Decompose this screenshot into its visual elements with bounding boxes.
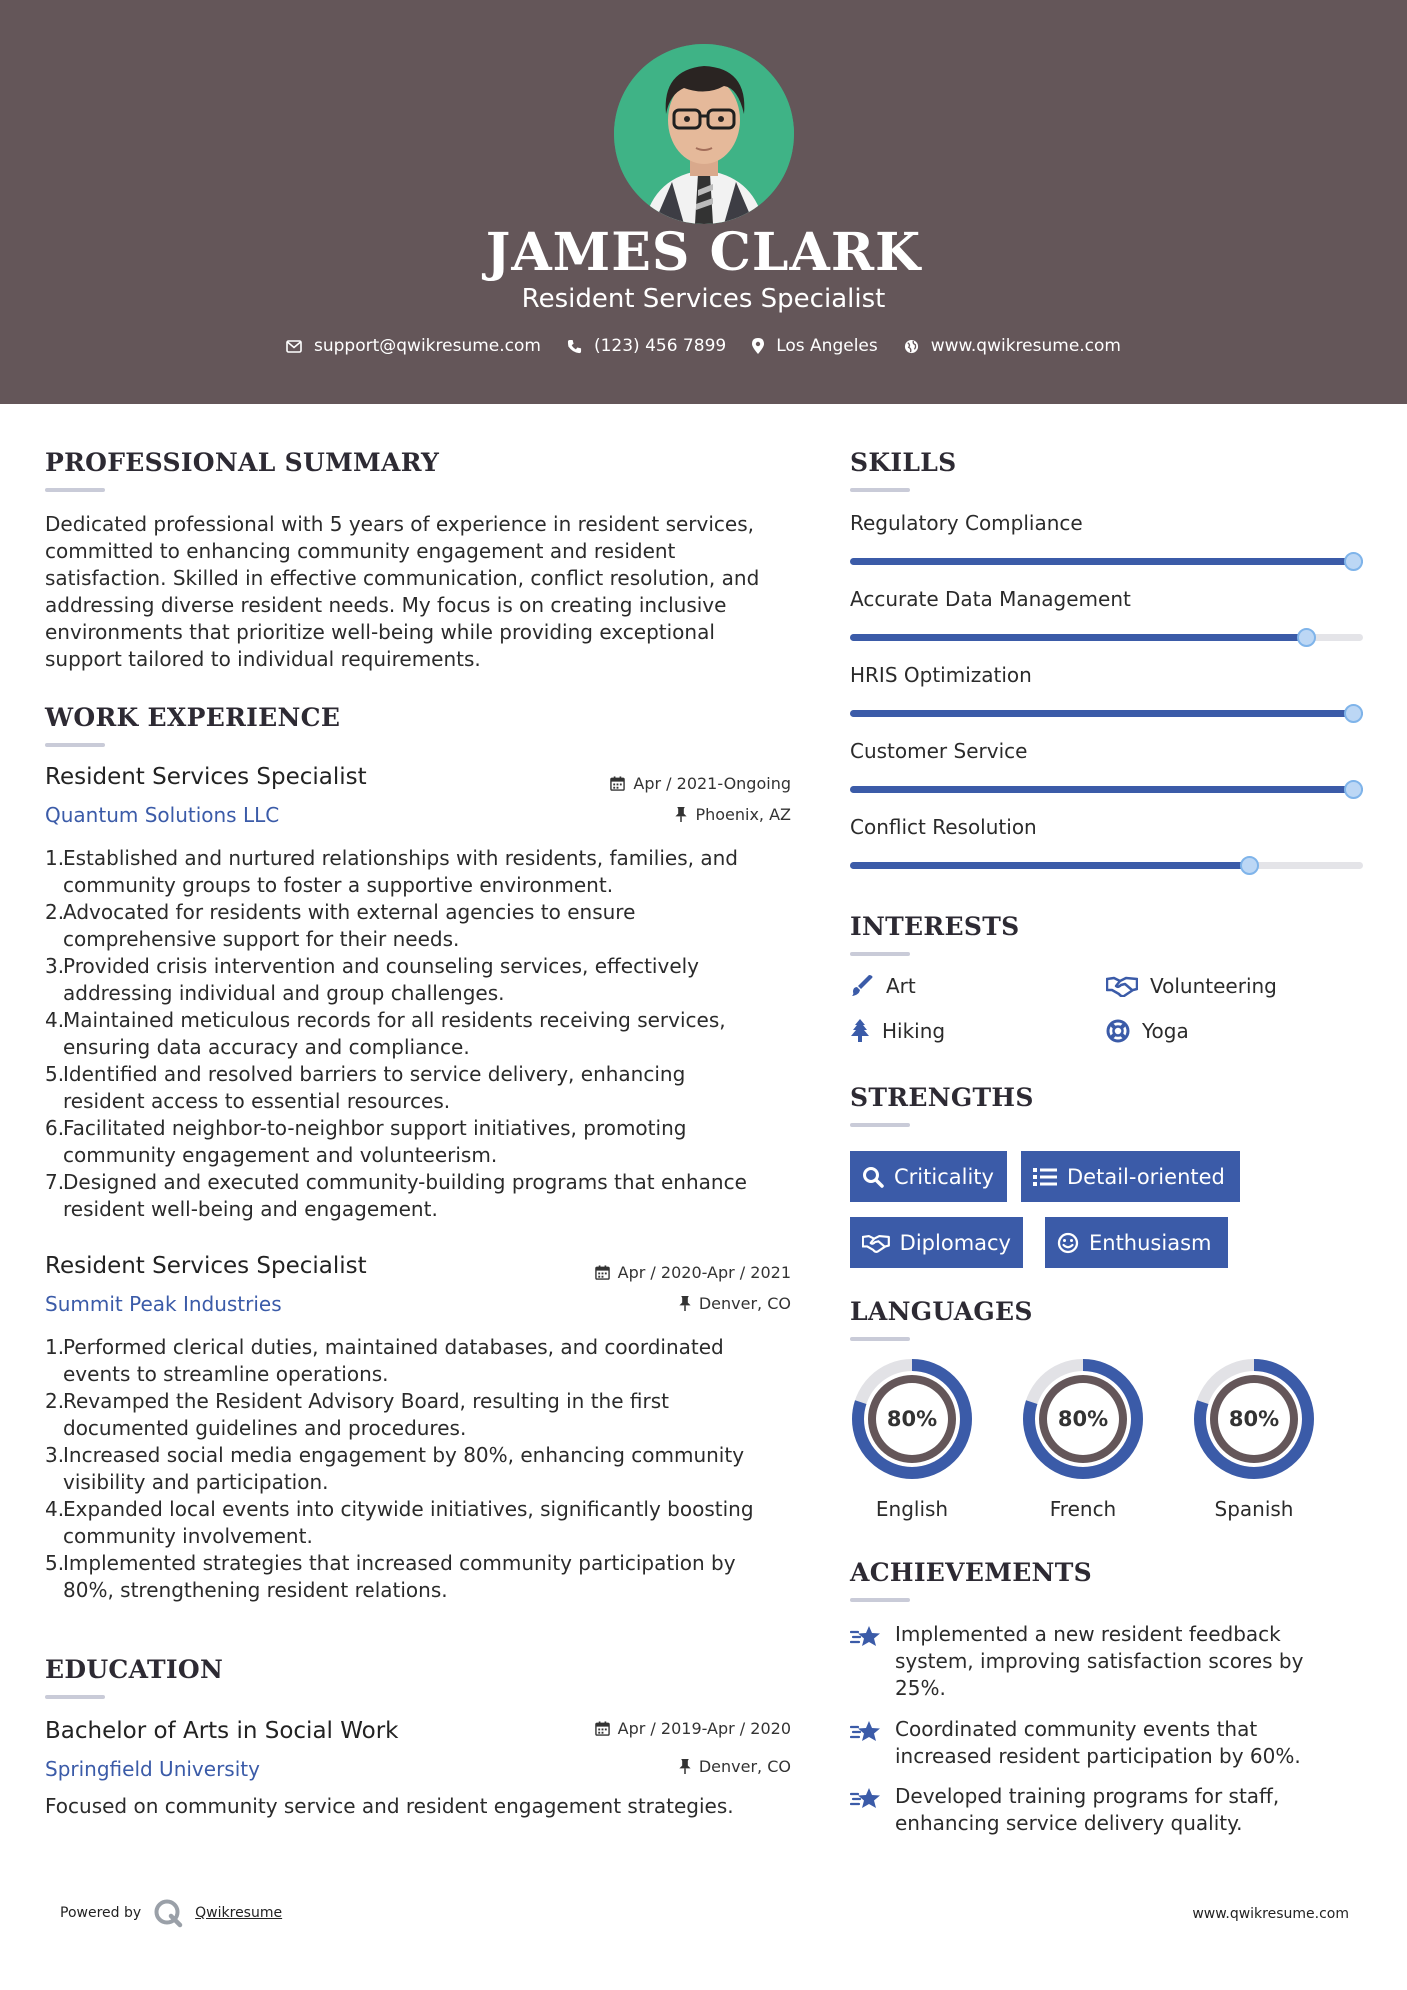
- achievement-line: Implemented a new resident feedback: [895, 1622, 1281, 1646]
- job-location-text: Denver, CO: [698, 1294, 791, 1313]
- duty-item: 4. Expanded local events into citywide initiatives, significantly boosting community involvement.: [45, 1497, 754, 1548]
- summary-line: environments that prioritize well-being while providing exceptional: [45, 620, 715, 644]
- strength-tag: [1045, 1217, 1228, 1268]
- skill-bar-fill: [850, 786, 1363, 793]
- interest-yoga: [1106, 1019, 1189, 1043]
- summary-heading: PROFESSIONAL SUMMARY: [45, 448, 440, 477]
- pushpin-icon: [679, 1759, 691, 1774]
- paintbrush-icon: [850, 975, 874, 997]
- pushpin-icon: [679, 1296, 691, 1311]
- degree-title: Bachelor of Arts in Social Work: [45, 1718, 399, 1744]
- search-icon: [862, 1166, 884, 1188]
- language-item: [1021, 1357, 1145, 1521]
- footer-url[interactable]: www.qwikresume.com: [1192, 1906, 1349, 1922]
- language-ring: [1021, 1357, 1145, 1481]
- smile-icon: [1057, 1232, 1079, 1254]
- education-heading: EDUCATION: [45, 1655, 224, 1684]
- candidate-role: Resident Services Specialist: [521, 284, 886, 314]
- language-percent: 80%: [886, 1407, 938, 1431]
- summary-line: Dedicated professional with 5 years of experience in resident services,: [45, 512, 755, 536]
- job-duties: [45, 1334, 815, 1604]
- education-location-text: Denver, CO: [698, 1757, 791, 1776]
- summary-line: committed to enhancing community engagement and resident: [45, 539, 676, 563]
- pushpin-icon: [675, 807, 687, 822]
- skill-level-knob: [1297, 628, 1316, 647]
- interest-volunteering: [1106, 974, 1277, 998]
- strength-tag: [850, 1217, 1023, 1268]
- job-location-text: Phoenix, AZ: [695, 805, 791, 824]
- languages-underline: [850, 1337, 910, 1341]
- interests-underline: [850, 952, 910, 956]
- interests-heading: INTERESTS: [850, 912, 1020, 941]
- candidate-name: JAMES CLARK: [485, 222, 922, 283]
- job-title: Resident Services Specialist: [45, 1253, 367, 1279]
- phone-icon: [567, 339, 582, 354]
- summary-underline: [45, 488, 105, 492]
- job-location: [500, 1294, 791, 1313]
- star-icon: [850, 1719, 882, 1745]
- duty-item: 2. Advocated for residents with external agencies to ensure comprehensive support for their needs.: [45, 900, 636, 951]
- skill-bar-track: [850, 710, 1363, 717]
- interest-label: Yoga: [1142, 1019, 1189, 1043]
- lifering-icon: [1106, 1019, 1130, 1043]
- strengths-underline: [850, 1123, 910, 1127]
- strength-label: Enthusiasm: [1089, 1230, 1212, 1255]
- handshake-icon: [1106, 975, 1138, 997]
- duty-item: 5. Implemented strategies that increased community participation by 80%, strengthening resident relations.: [45, 1551, 736, 1602]
- skill-bar-fill: [850, 634, 1307, 641]
- skill-level-knob: [1240, 856, 1259, 875]
- language-item: [1192, 1357, 1316, 1521]
- achievements-heading: ACHIEVEMENTS: [850, 1558, 1092, 1587]
- language-name: French: [1049, 1497, 1117, 1521]
- tree-icon: [850, 1019, 870, 1043]
- interest-art: [850, 974, 916, 998]
- job-dates: [500, 774, 791, 793]
- summary-line: addressing diverse resident needs. My focus is on creating inclusive: [45, 593, 727, 617]
- job-company: Summit Peak Industries: [45, 1292, 282, 1316]
- skill-label: Conflict Resolution: [850, 815, 1037, 839]
- duty-item: 3. Increased social media engagement by 80%, enhancing community visibility and participation.: [45, 1443, 745, 1494]
- contact-email[interactable]: [286, 336, 541, 356]
- duty-item: 7. Designed and executed community-building programs that enhance resident well-being and engagement.: [45, 1170, 747, 1221]
- skill-bar-track: [850, 634, 1363, 641]
- summary-line: support tailored to individual requirements.: [45, 647, 481, 671]
- education-location: [500, 1757, 791, 1776]
- duty-item: 6. Facilitated neighbor-to-neighbor support initiatives, promoting community engagement and volunteerism.: [45, 1116, 687, 1167]
- email-text: support@qwikresume.com: [314, 336, 541, 356]
- interest-label: Art: [886, 974, 916, 998]
- education-dates-text: Apr / 2019-Apr / 2020: [617, 1719, 791, 1738]
- job-location: [500, 805, 791, 824]
- achievement-item: [895, 1716, 1345, 1770]
- job-dates-text: Apr / 2020-Apr / 2021: [617, 1263, 791, 1282]
- star-icon: [850, 1624, 882, 1650]
- job-dates: [500, 1263, 791, 1282]
- duty-item: 5. Identified and resolved barriers to service delivery, enhancing resident access to essential resources.: [45, 1062, 686, 1113]
- language-percent: 80%: [1057, 1407, 1109, 1431]
- contact-website[interactable]: [904, 336, 1121, 356]
- strength-tag: [850, 1151, 1007, 1202]
- skills-underline: [850, 488, 910, 492]
- language-ring: [850, 1357, 974, 1481]
- contact-bar: [0, 336, 1407, 356]
- strength-label: Diplomacy: [899, 1230, 1011, 1255]
- language-ring: [1192, 1357, 1316, 1481]
- location-text: Los Angeles: [776, 336, 878, 356]
- interest-hiking: [850, 1019, 945, 1043]
- duty-item: 1. Performed clerical duties, maintained databases, and coordinated events to streamline operations.: [45, 1335, 724, 1386]
- language-name: English: [875, 1497, 949, 1521]
- achievement-line: Developed training programs for staff,: [895, 1784, 1280, 1808]
- summary-line: satisfaction. Skilled in effective communication, conflict resolution, and: [45, 566, 760, 590]
- duty-item: 3. Provided crisis intervention and counseling services, effectively addressing individual and group challenges.: [45, 954, 700, 1005]
- school-name: Springfield University: [45, 1757, 260, 1781]
- strength-tag: [1021, 1151, 1240, 1202]
- duty-item: 4. Maintained meticulous records for all residents receiving services, ensuring data accuracy and compliance.: [45, 1008, 726, 1059]
- experience-underline: [45, 743, 105, 747]
- interest-label: Volunteering: [1150, 974, 1277, 998]
- skill-level-knob: [1344, 552, 1363, 571]
- achievement-item: [895, 1621, 1345, 1702]
- strength-label: Detail-oriented: [1067, 1164, 1225, 1189]
- skill-label: HRIS Optimization: [850, 663, 1032, 687]
- achievements-underline: [850, 1598, 910, 1602]
- calendar-icon: [595, 1265, 610, 1280]
- summary-text: [45, 511, 805, 673]
- calendar-icon: [610, 776, 625, 791]
- language-item: [850, 1357, 974, 1521]
- skills-heading: SKILLS: [850, 448, 957, 477]
- resume-header: [0, 0, 1407, 404]
- experience-heading: WORK EXPERIENCE: [45, 703, 341, 732]
- achievement-line: enhancing service delivery quality.: [895, 1811, 1243, 1835]
- strengths-heading: STRENGTHS: [850, 1083, 1034, 1112]
- handshake-icon: [862, 1232, 890, 1254]
- powered-by-text: Powered by: [60, 1905, 142, 1921]
- contact-phone[interactable]: [567, 336, 726, 356]
- job-title: Resident Services Specialist: [45, 764, 367, 790]
- profile-photo: [614, 44, 794, 224]
- duty-item: 1. Established and nurtured relationships with residents, families, and community groups to foster a supportive environment.: [45, 846, 738, 897]
- achievement-line: increased resident participation by 60%.: [895, 1744, 1301, 1768]
- skill-bar-track: [850, 862, 1363, 869]
- skill-bar-track: [850, 558, 1363, 565]
- achievement-item: [895, 1783, 1345, 1837]
- education-description: Focused on community service and resident engagement strategies.: [45, 1794, 734, 1818]
- skill-bar-fill: [850, 862, 1250, 869]
- languages-heading: LANGUAGES: [850, 1297, 1033, 1326]
- globe-icon: [904, 339, 919, 354]
- calendar-icon: [595, 1721, 610, 1736]
- qwikresume-link[interactable]: Qwikresume: [195, 1905, 283, 1921]
- footer-branding: [60, 1898, 282, 1928]
- skill-label: Regulatory Compliance: [850, 511, 1083, 535]
- skill-bar-fill: [850, 710, 1363, 717]
- map-pin-icon: [752, 338, 764, 354]
- achievement-line: 25%.: [895, 1676, 946, 1700]
- list-icon: [1033, 1167, 1057, 1187]
- skill-level-knob: [1344, 780, 1363, 799]
- qwikresume-logo-icon: [153, 1898, 183, 1928]
- skill-label: Accurate Data Management: [850, 587, 1131, 611]
- skill-level-knob: [1344, 704, 1363, 723]
- contact-location: [752, 336, 878, 356]
- interest-label: Hiking: [882, 1019, 946, 1043]
- education-underline: [45, 1695, 105, 1699]
- education-dates: [500, 1719, 791, 1738]
- website-text: www.qwikresume.com: [930, 336, 1121, 356]
- language-name: Spanish: [1214, 1497, 1294, 1521]
- phone-text: (123) 456 7899: [593, 336, 727, 356]
- envelope-icon: [286, 340, 302, 353]
- strength-label: Criticality: [894, 1164, 994, 1189]
- achievement-line: system, improving satisfaction scores by: [895, 1649, 1304, 1673]
- star-icon: [850, 1786, 882, 1812]
- skill-bar-track: [850, 786, 1363, 793]
- job-company: Quantum Solutions LLC: [45, 803, 280, 827]
- job-duties: [45, 845, 815, 1223]
- language-percent: 80%: [1228, 1407, 1280, 1431]
- skill-label: Customer Service: [850, 739, 1028, 763]
- skill-bar-fill: [850, 558, 1363, 565]
- achievement-line: Coordinated community events that: [895, 1717, 1258, 1741]
- job-dates-text: Apr / 2021-Ongoing: [633, 774, 791, 793]
- duty-item: 2. Revamped the Resident Advisory Board, resulting in the first documented guidelines and procedures.: [45, 1389, 669, 1440]
